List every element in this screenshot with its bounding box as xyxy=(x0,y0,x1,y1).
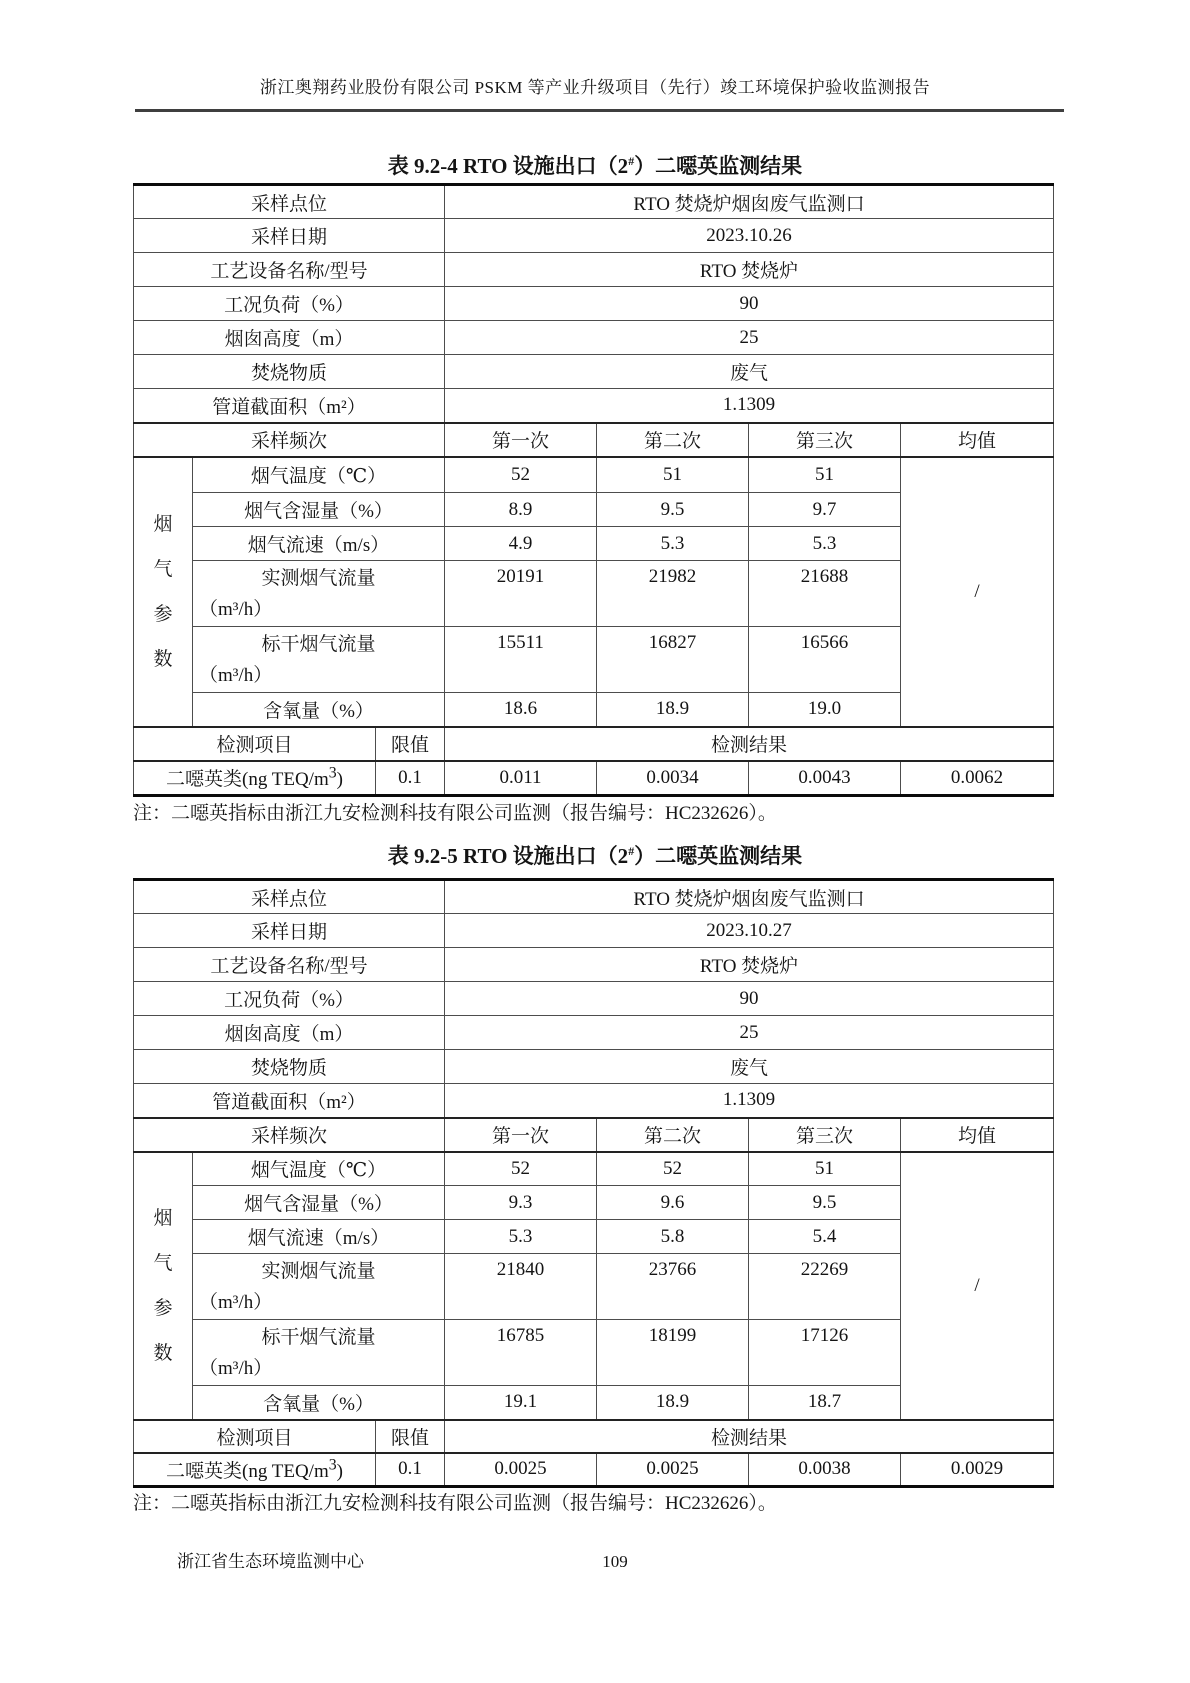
param-value-cell: 5.3 xyxy=(597,527,749,561)
param-label-line2: （m³/h） xyxy=(199,1358,273,1379)
table-row xyxy=(134,1118,1054,1152)
param-value-cell: 9.6 xyxy=(597,1186,749,1220)
param-value-cell: 18.9 xyxy=(597,693,749,727)
param-value-cell: 52 xyxy=(597,1152,749,1186)
result-header-item-cell: 检测项目 xyxy=(134,1420,376,1453)
param-value-cell: 19.1 xyxy=(445,1386,597,1420)
info-label-cell: 工况负荷（%） xyxy=(134,982,445,1016)
table-row xyxy=(134,287,1054,321)
document-header: 浙江奥翔药业股份有限公司 PSKM 等产业升级项目（先行）竣工环境保护验收监测报告 xyxy=(259,78,931,97)
freq-header-cell: 均值 xyxy=(901,1118,1054,1152)
table-row xyxy=(134,914,1054,948)
param-label-line1: 标干烟气流量 xyxy=(261,1327,376,1348)
param-value-cell: 5.3 xyxy=(749,527,901,561)
dioxin-value-cell: 0.0025 xyxy=(597,1453,749,1487)
param-value-cell: 18.9 xyxy=(597,1386,749,1420)
param-mean-cell: / xyxy=(901,1152,1054,1420)
dioxin-name-post: ) xyxy=(336,1460,343,1482)
dioxin-name-pre: 二噁英类(ng TEQ/m xyxy=(166,769,329,791)
table1-title-pre: 表 9.2-4 RTO 设施出口（2 xyxy=(387,154,629,178)
info-label-cell: 采样日期 xyxy=(134,914,445,948)
info-label-cell: 采样日期 xyxy=(134,219,445,253)
dioxin-value-cell: 0.0025 xyxy=(445,1453,597,1487)
param-value-cell: 9.5 xyxy=(749,1186,901,1220)
dioxin-name-cell xyxy=(134,1453,376,1487)
dioxin-limit-cell: 0.1 xyxy=(376,1453,445,1487)
flue-gas-params-label: 烟气参数 xyxy=(153,513,173,670)
info-label-cell: 工艺设备名称/型号 xyxy=(134,253,445,287)
table-row xyxy=(134,1420,1054,1453)
table1-title-post: ）二噁英监测结果 xyxy=(634,154,803,178)
param-value-cell: 18.6 xyxy=(445,693,597,727)
info-value-cell: RTO 焚烧炉烟囱废气监测口 xyxy=(445,880,1054,914)
footer-organization: 浙江省生态环境监测中心 xyxy=(177,1552,364,1571)
info-label-cell: 管道截面积（m²） xyxy=(134,1084,445,1118)
result-header-limit-cell: 限值 xyxy=(376,727,445,761)
param-label-cell: 烟气流速（m/s） xyxy=(193,527,445,561)
result-header-result-cell: 检测结果 xyxy=(445,727,1054,761)
info-label-cell: 烟囱高度（m） xyxy=(134,321,445,355)
dioxin-mean-cell: 0.0029 xyxy=(901,1453,1054,1487)
monitoring-table-2 xyxy=(133,878,1054,1488)
freq-header-cell: 采样频次 xyxy=(134,423,445,457)
table1-title xyxy=(0,145,1190,182)
table-row xyxy=(134,321,1054,355)
result-header-result-cell: 检测结果 xyxy=(445,1420,1054,1453)
param-label-line1: 标干烟气流量 xyxy=(261,634,376,655)
freq-header-cell: 第二次 xyxy=(597,423,749,457)
param-value-cell: 8.9 xyxy=(445,493,597,527)
info-value-cell: RTO 焚烧炉烟囱废气监测口 xyxy=(445,185,1054,219)
table-row xyxy=(134,457,1054,493)
param-label-cell: 含氧量（%） xyxy=(193,693,445,727)
flue-gas-params-label: 烟气参数 xyxy=(153,1207,173,1364)
table2-title-post: ）二噁英监测结果 xyxy=(634,844,803,868)
param-label-cell: 烟气流速（m/s） xyxy=(193,1220,445,1254)
freq-header-cell: 采样频次 xyxy=(134,1118,445,1152)
table-row xyxy=(134,761,1054,796)
info-value-cell: RTO 焚烧炉 xyxy=(445,948,1054,982)
table-row xyxy=(134,1016,1054,1050)
param-value-cell: 18199 xyxy=(597,1320,749,1386)
param-value-cell: 18.7 xyxy=(749,1386,901,1420)
table1-title-superscript: # xyxy=(628,154,635,168)
info-label-cell: 采样点位 xyxy=(134,880,445,914)
info-label-cell: 采样点位 xyxy=(134,185,445,219)
param-value-cell: 22269 xyxy=(749,1254,901,1320)
dioxin-name-superscript: 3 xyxy=(328,764,337,782)
param-value-cell: 16827 xyxy=(597,627,749,693)
param-value-cell: 52 xyxy=(445,457,597,493)
dioxin-value-cell: 0.0034 xyxy=(597,761,749,796)
info-label-cell: 工艺设备名称/型号 xyxy=(134,948,445,982)
param-value-cell: 9.3 xyxy=(445,1186,597,1220)
dioxin-limit-cell: 0.1 xyxy=(376,761,445,796)
result-header-item-cell: 检测项目 xyxy=(134,727,376,761)
info-label-cell: 工况负荷（%） xyxy=(134,287,445,321)
table-row xyxy=(134,982,1054,1016)
page-number: 109 xyxy=(602,1552,628,1571)
info-label-cell: 焚烧物质 xyxy=(134,355,445,389)
param-value-cell: 4.9 xyxy=(445,527,597,561)
dioxin-name-superscript: 3 xyxy=(328,1456,337,1474)
table-row xyxy=(134,880,1054,914)
dioxin-name-post: ) xyxy=(336,769,343,791)
param-label-line2: （m³/h） xyxy=(199,1292,273,1313)
monitoring-table-1 xyxy=(133,183,1054,797)
info-value-cell: 90 xyxy=(445,982,1054,1016)
dioxin-mean-cell: 0.0062 xyxy=(901,761,1054,796)
info-value-cell: RTO 焚烧炉 xyxy=(445,253,1054,287)
dioxin-name-pre: 二噁英类(ng TEQ/m xyxy=(166,1460,329,1482)
table-row xyxy=(134,253,1054,287)
param-value-cell: 19.0 xyxy=(749,693,901,727)
param-value-cell: 51 xyxy=(749,457,901,493)
param-label-cell: 烟气温度（℃） xyxy=(193,457,445,493)
table-row xyxy=(134,423,1054,457)
info-value-cell: 1.1309 xyxy=(445,1084,1054,1118)
info-value-cell: 2023.10.26 xyxy=(445,219,1054,253)
freq-header-cell: 第三次 xyxy=(749,1118,901,1152)
param-mean-cell: / xyxy=(901,457,1054,727)
param-label-line1: 实测烟气流量 xyxy=(261,568,376,589)
info-value-cell: 废气 xyxy=(445,355,1054,389)
param-label-cell xyxy=(193,1254,445,1320)
param-label-line1: 实测烟气流量 xyxy=(261,1261,376,1282)
table-row xyxy=(134,727,1054,761)
param-value-cell: 51 xyxy=(749,1152,901,1186)
param-value-cell: 16566 xyxy=(749,627,901,693)
param-value-cell: 20191 xyxy=(445,561,597,627)
table-row xyxy=(134,389,1054,423)
info-value-cell: 1.1309 xyxy=(445,389,1054,423)
param-value-cell: 5.8 xyxy=(597,1220,749,1254)
table2-footnote: 注：二噁英指标由浙江九安检测科技有限公司监测（报告编号：HC232626）。 xyxy=(133,1493,777,1514)
param-value-cell: 17126 xyxy=(749,1320,901,1386)
param-label-cell xyxy=(193,561,445,627)
info-label-cell: 管道截面积（m²） xyxy=(134,389,445,423)
info-label-cell: 焚烧物质 xyxy=(134,1050,445,1084)
dioxin-value-cell: 0.0038 xyxy=(749,1453,901,1487)
param-value-cell: 5.4 xyxy=(749,1220,901,1254)
param-value-cell: 5.3 xyxy=(445,1220,597,1254)
table-row xyxy=(134,355,1054,389)
param-value-cell: 21982 xyxy=(597,561,749,627)
table-row xyxy=(134,1152,1054,1186)
param-label-cell: 烟气含湿量（%） xyxy=(193,493,445,527)
table-row xyxy=(134,1453,1054,1487)
param-value-cell: 21688 xyxy=(749,561,901,627)
param-label-cell: 烟气含湿量（%） xyxy=(193,1186,445,1220)
param-value-cell: 9.7 xyxy=(749,493,901,527)
freq-header-cell: 第一次 xyxy=(445,1118,597,1152)
param-value-cell: 52 xyxy=(445,1152,597,1186)
info-value-cell: 25 xyxy=(445,1016,1054,1050)
param-label-cell: 烟气温度（℃） xyxy=(193,1152,445,1186)
info-value-cell: 废气 xyxy=(445,1050,1054,1084)
dioxin-name-cell xyxy=(134,761,376,796)
info-value-cell: 90 xyxy=(445,287,1054,321)
table-row xyxy=(134,948,1054,982)
table2-title-superscript: # xyxy=(628,844,635,858)
freq-header-cell: 第二次 xyxy=(597,1118,749,1152)
param-label-line2: （m³/h） xyxy=(199,665,273,686)
table-row xyxy=(134,1050,1054,1084)
param-label-line2: （m³/h） xyxy=(199,599,273,620)
freq-header-cell: 第一次 xyxy=(445,423,597,457)
table-row xyxy=(134,219,1054,253)
dioxin-value-cell: 0.011 xyxy=(445,761,597,796)
param-label-cell xyxy=(193,1320,445,1386)
param-value-cell: 16785 xyxy=(445,1320,597,1386)
info-label-cell: 烟囱高度（m） xyxy=(134,1016,445,1050)
param-value-cell: 15511 xyxy=(445,627,597,693)
info-value-cell: 2023.10.27 xyxy=(445,914,1054,948)
table2-title-pre: 表 9.2-5 RTO 设施出口（2 xyxy=(387,844,629,868)
param-value-cell: 9.5 xyxy=(597,493,749,527)
freq-header-cell: 均值 xyxy=(901,423,1054,457)
table1-footnote: 注：二噁英指标由浙江九安检测科技有限公司监测（报告编号：HC232626）。 xyxy=(133,803,777,824)
group-label-cell xyxy=(134,457,193,727)
param-value-cell: 51 xyxy=(597,457,749,493)
table2-title xyxy=(0,835,1190,872)
table-row xyxy=(134,185,1054,219)
table-row xyxy=(134,1084,1054,1118)
param-label-cell: 含氧量（%） xyxy=(193,1386,445,1420)
param-value-cell: 23766 xyxy=(597,1254,749,1320)
dioxin-value-cell: 0.0043 xyxy=(749,761,901,796)
result-header-limit-cell: 限值 xyxy=(376,1420,445,1453)
info-value-cell: 25 xyxy=(445,321,1054,355)
group-label-cell xyxy=(134,1152,193,1420)
param-value-cell: 21840 xyxy=(445,1254,597,1320)
header-divider xyxy=(135,109,1064,112)
freq-header-cell: 第三次 xyxy=(749,423,901,457)
param-label-cell xyxy=(193,627,445,693)
